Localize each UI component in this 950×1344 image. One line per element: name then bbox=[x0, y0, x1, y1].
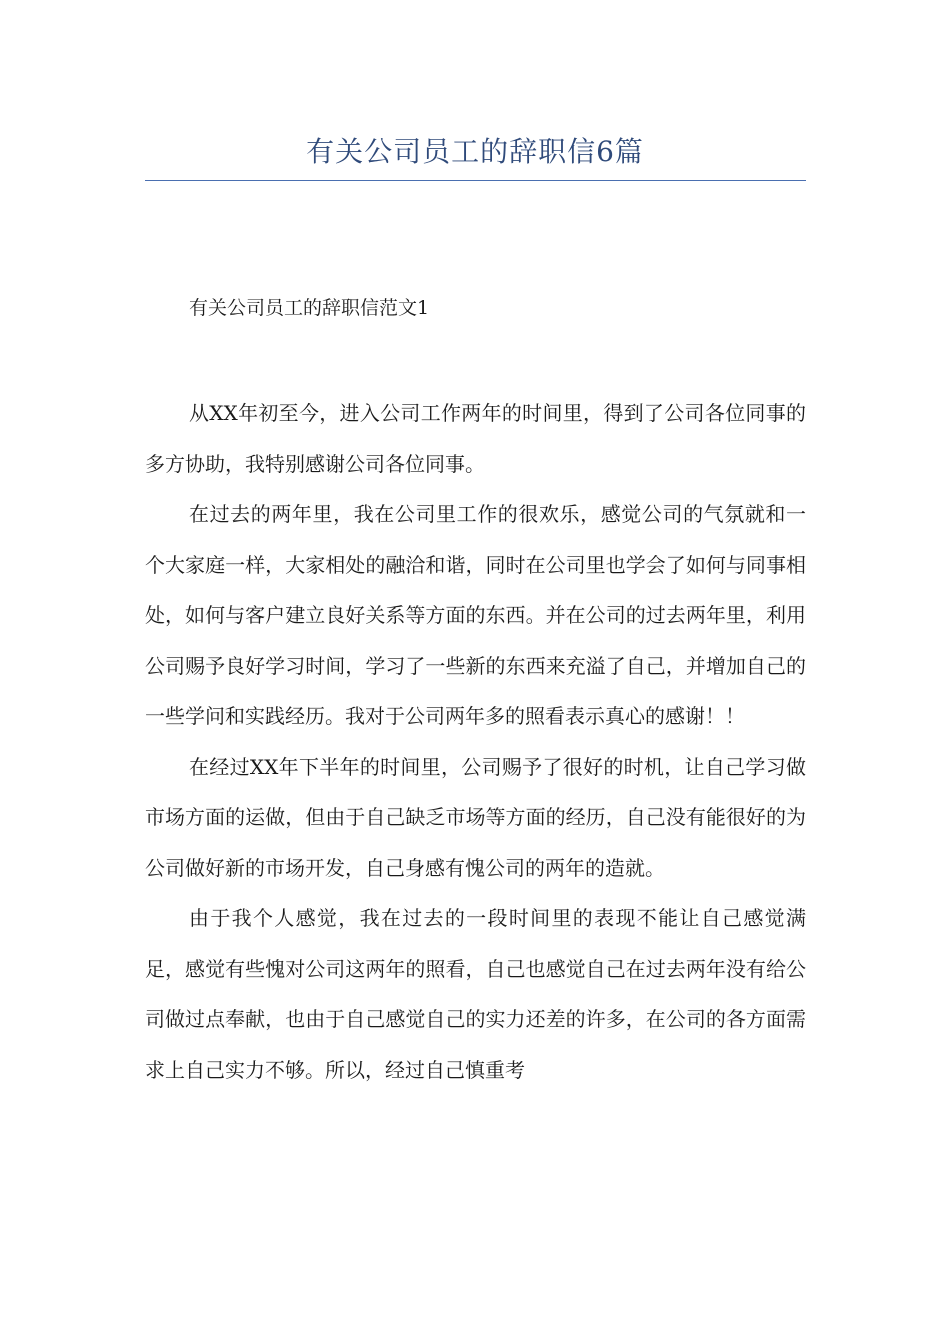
paragraph: 在过去的两年里，我在公司里工作的很欢乐，感觉公司的气氛就和一个大家庭一样，大家相处的融洽和谐，同时在公司里也学会了如何与同事相处，如何与客户建立良好关系等方面的东西。并在公司的过去两年里，利用公司赐予良好学习时间，学习了一些新的东西来充溢了自己，并增加自己的一些学问和实践经历。我对于公司两年多的照看表示真心的感谢！！ bbox=[145, 502, 806, 728]
paragraph: 由于我个人感觉，我在过去的一段时间里的表现不能让自己感觉满足，感觉有些愧对公司这两年的照看，自己也感觉自己在过去两年没有给公司做过点奉献，也由于自己感觉自己的实力还差的许多，在公司的各方面需求上自己实力不够。所以，经过自己慎重考 bbox=[145, 906, 806, 1082]
title-underline bbox=[145, 180, 806, 181]
letter-body bbox=[145, 388, 806, 1095]
document-title: 有关公司员工的辞职信6篇 bbox=[306, 135, 644, 168]
paragraph: 在经过XX年下半年的时间里，公司赐予了很好的时机，让自己学习做市场方面的运做，但由于自己缺乏市场等方面的经历，自己没有能很好的为公司做好新的市场开发，自己身感有愧公司的两年的造就。 bbox=[145, 754, 806, 880]
paragraph: 从XX年初至今，进入公司工作两年的时间里，得到了公司各位同事的多方协助，我特别感谢公司各位同事。 bbox=[145, 401, 806, 476]
section-heading: 有关公司员工的辞职信范文1 bbox=[189, 297, 430, 319]
